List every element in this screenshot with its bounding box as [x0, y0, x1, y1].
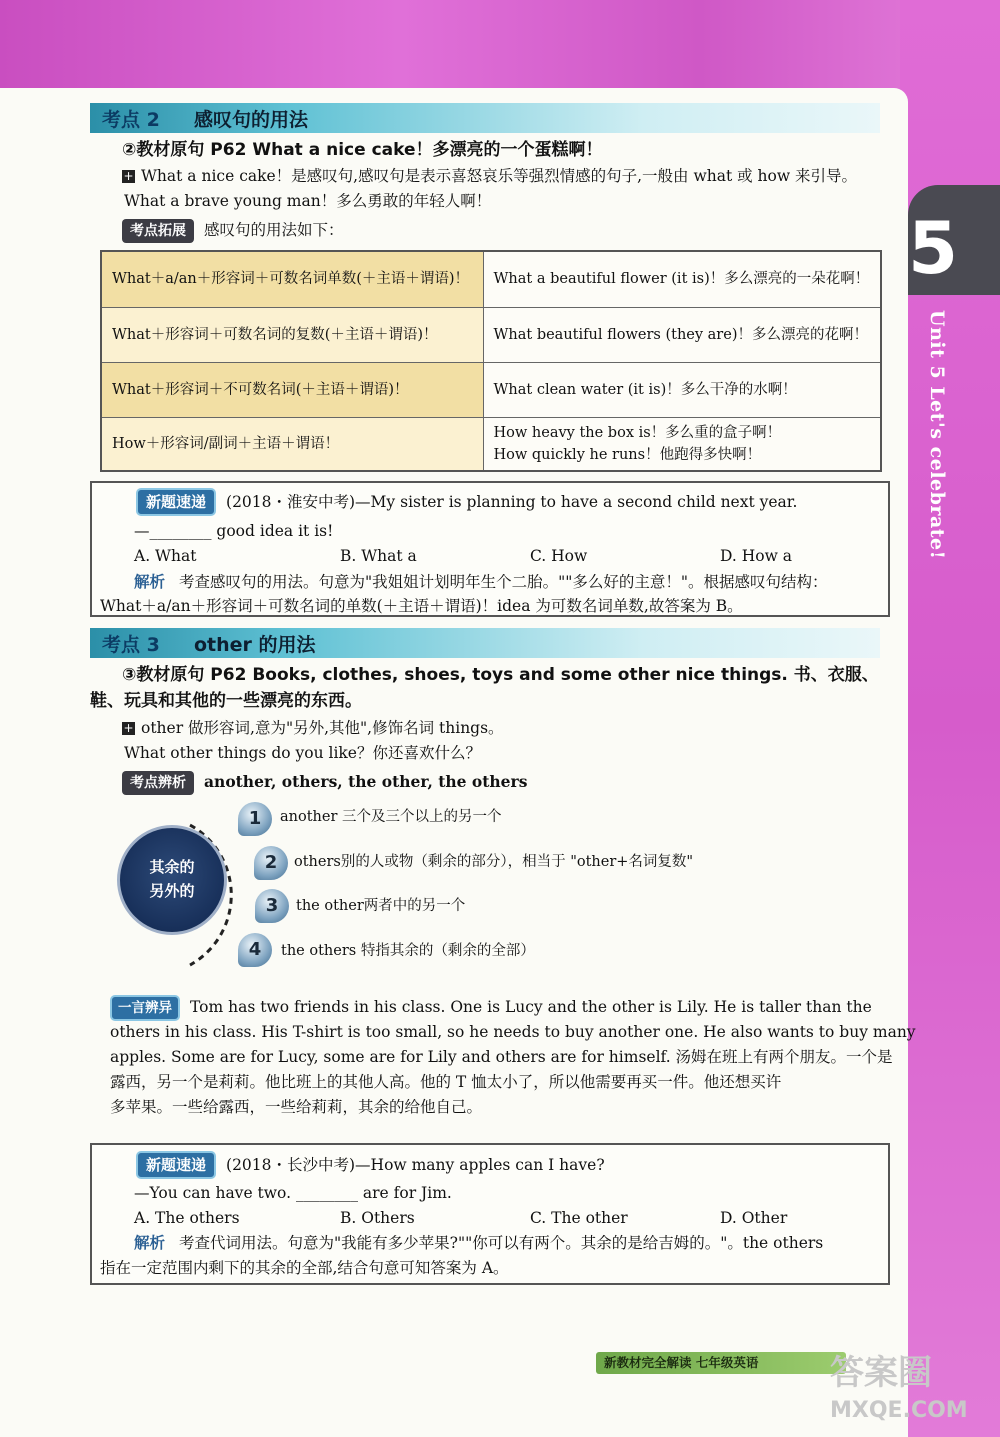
option-c: C. How	[530, 547, 588, 565]
center-label-text: 其余的 另外的	[149, 858, 195, 900]
watermark-url: MXQE.COM	[830, 1398, 968, 1423]
option-d: D. Other	[720, 1209, 788, 1227]
analysis-text: 考查感叹句的用法。句意为"我姐姐计划明年生个二胎。""多么好的主意！"。根据感叹句结构：	[179, 573, 828, 591]
option-c: C. The other	[530, 1209, 628, 1227]
extension-line	[122, 219, 344, 243]
section-title: other 的用法	[194, 633, 316, 656]
discrimination-tag: 考点辨析	[122, 771, 194, 795]
table-row	[101, 307, 881, 362]
analysis-tag: 解析	[134, 1234, 166, 1252]
diagram-item: the others 特指其余的（剩余的全部）	[281, 943, 535, 959]
diagram-item: another 三个及三个以上的另一个	[280, 809, 502, 825]
yiyan-line	[110, 995, 872, 1021]
number-badge: 1	[238, 802, 272, 836]
option-a: A. What	[134, 547, 197, 565]
new-question-tag: 新题速递	[136, 1151, 216, 1179]
analysis-line: What＋a/an＋形容词＋可数名词的单数(＋主语＋谓语)！idea 为可数名词单数,故答案为 B。	[100, 597, 743, 615]
example-sentence: What a brave young man！多么勇敢的年轻人啊！	[124, 192, 492, 210]
yiyan-line: 多苹果。一些给露西，一些给莉莉，其余的给他自己。	[110, 1098, 483, 1116]
number-badge: 2	[254, 846, 288, 880]
section-title: 感叹句的用法	[194, 108, 309, 131]
explanation-line	[122, 717, 504, 739]
section-key: 考点 2	[102, 108, 160, 131]
table-row	[101, 417, 881, 471]
yiyan-text: Tom has two friends in his class. One is Lucy and the other is Lily. He is taller than the	[190, 998, 872, 1016]
section-header-3	[90, 628, 880, 658]
option-d: D. How a	[720, 547, 793, 565]
question-text: (2018・淮安中考)—My sister is planning to have a second child next year.	[226, 493, 798, 511]
yiyan-tag: 一言辨异	[110, 995, 180, 1021]
exclamation-rules-table	[100, 250, 882, 472]
rule-example-line: How quickly he runs！他跑得多快啊！	[493, 446, 762, 463]
rule-pattern: What＋a/an＋形容词＋可数名词单数(＋主语＋谓语)！	[101, 251, 483, 307]
diagram-item: others别的人或物（剩余的部分），相当于 "other+名词复数"	[294, 854, 694, 870]
extension-tag: 考点拓展	[122, 219, 194, 243]
yiyan-line: apples. Some are for Lucy, some are for Lily and others are for himself. 汤姆在班上有两个朋友。一个是	[110, 1048, 893, 1066]
rule-pattern: What＋形容词＋可数名词的复数(＋主语＋谓语)！	[101, 307, 483, 362]
rule-example: What clean water (it is)！多么干净的水啊！	[483, 362, 881, 417]
discrimination-line	[122, 771, 527, 795]
option-b: B. What a	[340, 547, 417, 565]
yiyan-line: others in his class. His T-shirt is too small, so he needs to buy another one. He also wants to buy many	[110, 1023, 916, 1041]
table-row	[101, 251, 881, 307]
extension-text: 感叹句的用法如下：	[204, 221, 344, 239]
analysis-line: 指在一定范围内剩下的其余的全部,结合句意可知答案为 A。	[100, 1259, 509, 1277]
section-header-2	[90, 103, 880, 133]
analysis-line	[134, 571, 828, 593]
watermark-logo: 答案圈	[830, 1353, 932, 1393]
analysis-line	[134, 1232, 823, 1254]
discrimination-text: another, others, the other, the others	[204, 772, 528, 791]
rule-pattern: What＋形容词＋不可数名词(＋主语＋谓语)！	[101, 362, 483, 417]
rule-example: What beautiful flowers (they are)！多么漂亮的花啊！	[483, 307, 881, 362]
textbook-sentence: ②教材原句 P62 What a nice cake！多漂亮的一个蛋糕啊！	[122, 140, 603, 160]
rule-example	[483, 417, 881, 471]
textbook-sentence: ③教材原句 P62 Books, clothes, shoes, toys and some other nice things. 书、衣服、	[122, 665, 879, 685]
yiyan-line: 露西，另一个是莉莉。他比班上的其他人高。他的 T 恤太小了，所以他需要再买一件。他还想买许	[110, 1073, 782, 1091]
rule-example: What a beautiful flower (it is)！多么漂亮的一朵花啊！	[483, 251, 881, 307]
table-row	[101, 362, 881, 417]
background-top	[0, 0, 1000, 95]
explanation-line	[122, 165, 857, 187]
textbook-sentence-cont: 鞋、玩具和其他的一些漂亮的东西。	[90, 691, 362, 711]
unit-title: Unit 5 Let's celebrate!	[926, 310, 948, 560]
center-label	[137, 855, 207, 903]
number-badge: 3	[255, 889, 289, 923]
rule-example-line: How heavy the box is！多么重的盒子啊！	[493, 424, 782, 441]
example-sentence: What other things do you like？你还喜欢什么？	[124, 744, 481, 762]
analysis-text: 考查代词用法。句意为"我能有多少苹果?""你可以有两个。其余的是给吉姆的。"。the others	[179, 1234, 824, 1252]
section-key: 考点 3	[102, 633, 160, 656]
question-stem	[136, 1151, 605, 1179]
question-text: (2018・长沙中考)—How many apples can I have?	[226, 1156, 605, 1174]
option-b: B. Others	[340, 1209, 415, 1227]
rule-pattern: How＋形容词/副词＋主语＋谓语！	[101, 417, 483, 471]
book-footer: 新教材完全解读 七年级英语	[596, 1352, 846, 1374]
analysis-tag: 解析	[134, 573, 166, 591]
explanation-text: other 做形容词,意为"另外,其他",修饰名词 things。	[141, 719, 504, 737]
diagram-item: the other两者中的另一个	[296, 898, 466, 914]
new-question-tag: 新题速递	[136, 488, 216, 516]
number-badge: 4	[238, 933, 272, 967]
question-line: —________ good idea it is!	[134, 522, 334, 540]
option-a: A. The others	[134, 1209, 240, 1227]
unit-number: 5	[908, 206, 959, 290]
plus-icon: +	[123, 169, 134, 183]
question-line: —You can have two. ________ are for Jim.	[134, 1184, 452, 1202]
question-stem	[136, 488, 797, 516]
plus-icon: +	[123, 721, 134, 735]
explanation-text: What a nice cake！是感叹句,感叹句是表示喜怒哀乐等强烈情感的句子,一般由 what 或 how 来引导。	[141, 167, 858, 185]
